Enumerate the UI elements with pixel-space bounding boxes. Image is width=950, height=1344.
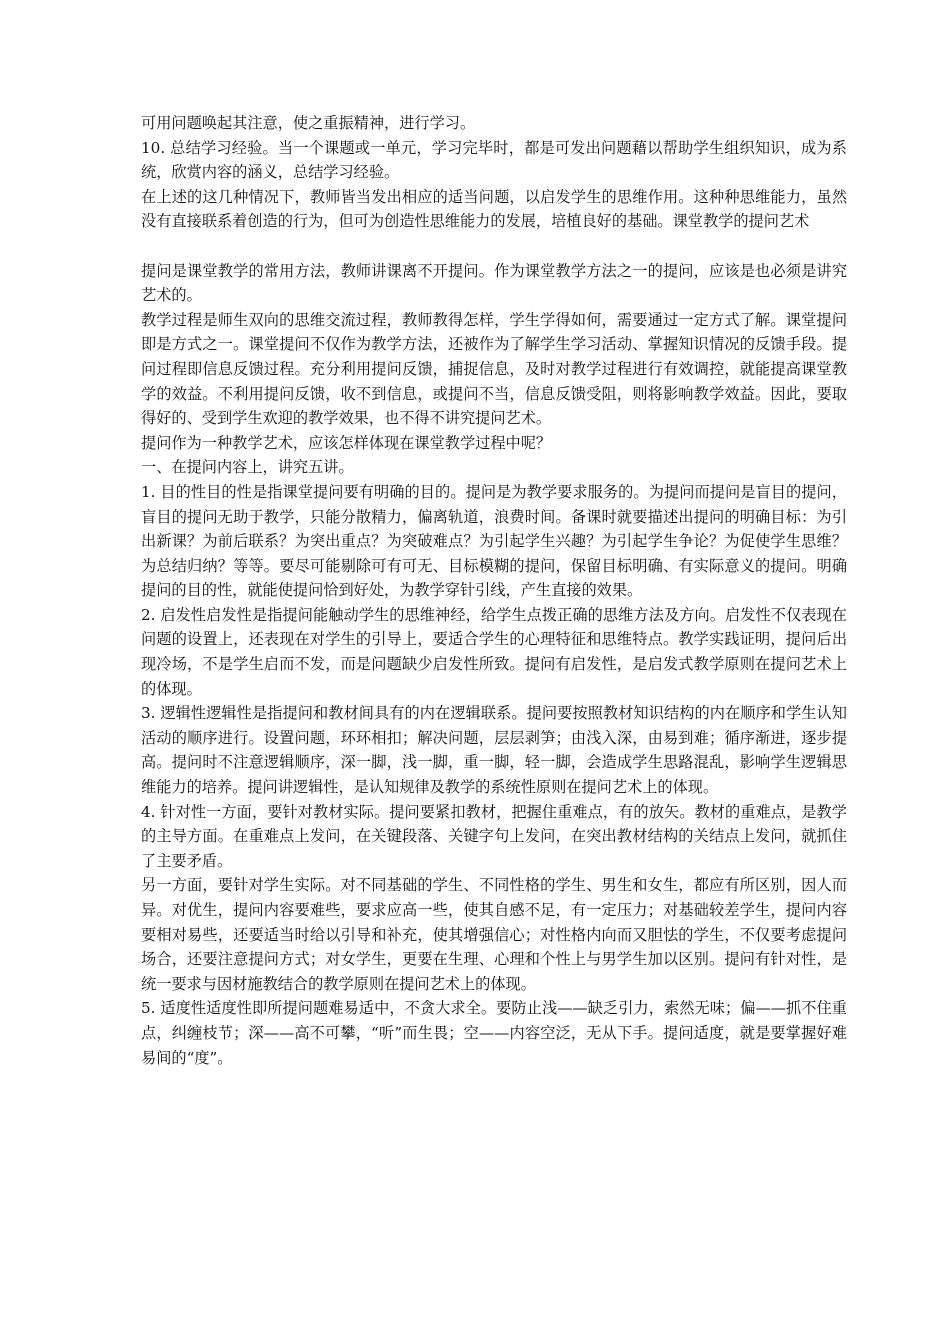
paragraph: 4. 针对性一方面，要针对教材实际。提问要紧扣教材，把握住重难点，有的放矢。教材的重难点，是教学的主导方面。在重难点上发问，在关键段落、关键字句上发问，在突出教材结构的关结点上发问，就抓住了主要矛盾。 [141, 802, 847, 870]
paragraph: 5. 适度性适度性即所提问题难易适中，不贪大求全。要防止浅——缺乏引力，索然无味；偏——抓不住重点，纠缠枝节；深——高不可攀，“听”而生畏；空——内容空泛，无从下手。提问适度，就是要掌握好难易间的“度”。 [141, 999, 847, 1067]
blank-line [141, 234, 847, 259]
paragraph: 1. 目的性目的性是指课堂提问要有明确的目的。提问是为教学要求服务的。为提问而提问是盲目的提问，盲目的提问无助于教学，只能分散精力，偏离轨道，浪费时间。备课时就要描述出提问的明确目标：为引出新课？为前后联系？为突出重点？为突破难点？为引起学生兴趣？为引起学生争论？为促使学生思维？为总结归纳？等等。要尽可能剔除可有可无、目标模糊的提问，保留目标明确、有实际意义的提问。明确提问的目的性，就能使提问恰到好处，为教学穿针引线，产生直接的效果。 [141, 482, 847, 600]
paragraph: 提问是课堂教学的常用方法，教师讲课离不开提问。作为课堂教学方法之一的提问，应该是也必须是讲究艺术的。 [141, 261, 847, 305]
paragraph: 10. 总结学习经验。当一个课题或一单元，学习完毕时，都是可发出问题藉以帮助学生组织知识，成为系统，欣赏内容的涵义，总结学习经验。 [141, 138, 847, 182]
paragraph: 在上述的这几种情况下，教师皆当发出相应的适当问题，以启发学生的思维作用。这种种思维能力，虽然没有直接联系着创造的行为，但可为创造性思维能力的发展，培植良好的基础。课堂教学的提问艺术 [141, 187, 847, 231]
paragraph: 提问作为一种教学艺术，应该怎样体现在课堂教学过程中呢？ [141, 433, 552, 452]
paragraph: 可用问题唤起其注意，使之重振精神，进行学习。 [141, 114, 476, 132]
section-heading: 一、在提问内容上，讲究五讲。 [141, 458, 354, 477]
paragraph: 另一方面，要针对学生实际。对不同基础的学生、不同性格的学生、男生和女生，都应有所区别，因人而异。对优生，提问内容要难些，要求应高一些，使其自感不足，有一定压力；对基础较差学生，提问内容要相对易些，还要适当时给以引导和补充，使其增强信心；对性格内向而又胆怯的学生，不仅要考虑提问场合，还要注意提问方式；对女学生，更要在生理、心理和个性上与男学生加以区别。提问有针对性，是统一要求与因材施教结合的教学原则在提问艺术上的体现。 [141, 876, 847, 993]
document-page [141, 111, 847, 1070]
paragraph: 3. 逻辑性逻辑性是指提问和教材间具有的内在逻辑联系。提问要按照教材知识结构的内在顺序和学生认知活动的顺序进行。设置问题，环环相扣；解决问题，层层剥笋；由浅入深，由易到难；循序渐进，逐步提高。提问时不注意逻辑顺序，深一脚，浅一脚，重一脚，轻一脚，会造成学生思路混乱，影响学生逻辑思维能力的培养。提问讲逻辑性，是认知规律及教学的系统性原则在提问艺术上的体现。 [141, 704, 847, 797]
paragraph: 2. 启发性启发性是指提问能触动学生的思维神经，给学生点拨正确的思维方法及方向。启发性不仅表现在问题的设置上，还表现在对学生的引导上，要适合学生的心理特征和思维特点。教学实践证明，提问后出现冷场，不是学生启而不发，而是问题缺少启发性所致。提问有启发性，是启发式教学原则在提问艺术上的体现。 [141, 605, 847, 698]
paragraph: 教学过程是师生双向的思维交流过程，教师教得怎样，学生学得如何，需要通过一定方式了解。课堂提问即是方式之一。课堂提问不仅作为教学方法，还被作为了解学生学习活动、掌握知识情况的反馈手段。提问过程即信息反馈过程。充分利用提问反馈，捕捉信息，及时对教学过程进行有效调控，就能提高课堂教学的效益。不利用提问反馈，收不到信息，或提问不当，信息反馈受阻，则将影响教学效益。因此，要取得好的、受到学生欢迎的教学效果，也不得不讲究提问艺术。 [141, 310, 847, 428]
